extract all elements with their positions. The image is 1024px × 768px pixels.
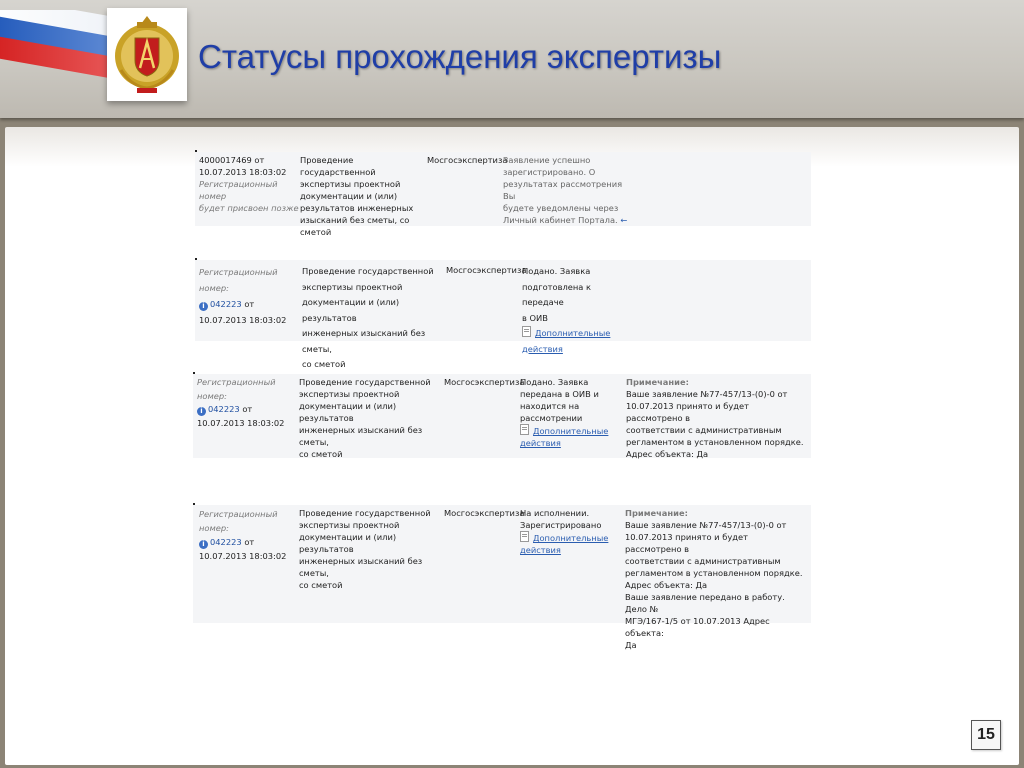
service-text: документации и (или) результатов bbox=[302, 297, 400, 323]
status-text: результатах рассмотрения Вы bbox=[503, 179, 623, 201]
additional-actions-text[interactable]: действия bbox=[520, 545, 561, 555]
service-text: инженерных изысканий без сметы, bbox=[299, 425, 423, 447]
application-status-row bbox=[195, 260, 811, 369]
status-cell bbox=[520, 376, 620, 449]
application-date: 10.07.2013 18:03:02 bbox=[199, 551, 287, 561]
additional-actions-text[interactable]: действия bbox=[522, 343, 563, 354]
service-text: документации и (или) результатов bbox=[299, 532, 397, 554]
status-text-last: Личный кабинет Портала. bbox=[503, 215, 618, 225]
status-cell bbox=[520, 507, 620, 556]
application-id-cell bbox=[197, 376, 299, 430]
status-text: Зарегистрировано bbox=[520, 520, 602, 530]
status-cell bbox=[522, 264, 627, 357]
application-id-cell bbox=[199, 154, 299, 214]
reg-from: от bbox=[244, 537, 255, 547]
status-text: Заявление успешно bbox=[503, 155, 591, 165]
status-text: подготовлена к передаче bbox=[522, 281, 592, 307]
reg-number-label: Регистрационный номер: bbox=[199, 509, 278, 533]
service-text: изысканий без сметы, со bbox=[300, 215, 410, 225]
note-text: Адрес объекта: Да bbox=[626, 449, 709, 459]
service-cell bbox=[302, 264, 442, 373]
service-text: сметой bbox=[300, 227, 332, 237]
additional-actions-link[interactable] bbox=[520, 531, 620, 544]
note-title: Примечание: bbox=[626, 377, 689, 387]
service-text: экспертизы проектной bbox=[302, 281, 403, 292]
reg-number-line bbox=[199, 296, 305, 312]
organization-cell: Мосгосэкспертиза bbox=[444, 377, 525, 387]
service-cell bbox=[300, 154, 425, 238]
application-date: 10.07.2013 18:03:02 bbox=[199, 315, 287, 325]
status-text: На исполнении. bbox=[520, 508, 590, 518]
content-panel bbox=[5, 127, 1019, 765]
document-icon bbox=[520, 531, 529, 542]
reg-number: 042223 bbox=[208, 404, 240, 414]
application-date: 10.07.2013 18:03:02 bbox=[197, 417, 285, 428]
status-text: Подано. Заявка bbox=[520, 377, 589, 387]
moscow-coat-of-arms-icon bbox=[107, 8, 187, 101]
reg-number-label: Регистрационный номер: bbox=[197, 377, 276, 401]
reg-number: 042223 bbox=[210, 537, 242, 547]
status-text: в ОИВ bbox=[522, 312, 548, 323]
note-text: 10.07.2013 принято и будет рассмотрено в bbox=[625, 532, 748, 554]
reg-note: будет присвоен позже bbox=[199, 203, 299, 213]
service-text: экспертизы проектной bbox=[299, 389, 400, 399]
service-text: документации и (или) bbox=[300, 191, 398, 201]
service-text: со сметой bbox=[299, 449, 343, 459]
additional-actions-text[interactable]: Дополнительные bbox=[533, 533, 609, 543]
reg-from: от bbox=[244, 299, 255, 309]
service-text: экспертизы проектной bbox=[299, 520, 400, 530]
additional-actions-text[interactable]: действия bbox=[520, 438, 561, 448]
application-status-row bbox=[195, 152, 811, 237]
service-cell bbox=[299, 376, 439, 460]
status-text: Подано. Заявка bbox=[522, 266, 591, 276]
reg-number-label: Регистрационный номер: bbox=[199, 267, 278, 293]
service-text: результатов инженерных bbox=[300, 203, 414, 213]
service-text: инженерных изысканий без сметы, bbox=[302, 328, 426, 354]
service-text: Проведение государственной bbox=[300, 155, 376, 177]
note-text: регламентом в установленном порядке. bbox=[626, 437, 804, 447]
organization-cell: Мосгосэкспертиза bbox=[444, 508, 525, 518]
info-icon: i bbox=[199, 302, 208, 311]
back-arrow-link[interactable]: ← bbox=[620, 215, 628, 225]
note-title: Примечание: bbox=[625, 508, 688, 518]
status-text: рассмотрении bbox=[520, 413, 583, 423]
status-text: будете уведомлены через bbox=[503, 203, 619, 213]
application-status-row bbox=[193, 505, 811, 650]
additional-actions-link[interactable] bbox=[520, 424, 620, 437]
note-text: соответствии с административным bbox=[625, 556, 781, 566]
service-text: Проведение государственной bbox=[302, 266, 434, 276]
additional-actions-text[interactable]: Дополнительные bbox=[535, 328, 611, 338]
application-number: 4000017469 от bbox=[199, 155, 265, 165]
note-text: Ваше заявление передано в работу. Дело № bbox=[625, 592, 785, 614]
document-icon bbox=[522, 326, 531, 337]
note-text: соответствии с административным bbox=[626, 425, 782, 435]
organization-cell: Мосгосэкспертиза bbox=[427, 155, 508, 165]
status-cell bbox=[503, 154, 633, 226]
reg-number-line bbox=[199, 535, 301, 549]
application-status-row bbox=[193, 374, 811, 458]
additional-actions-link[interactable] bbox=[522, 326, 627, 342]
slide-header bbox=[0, 0, 1024, 118]
note-text: МГЭ/167-1/5 от 10.07.2013 Адрес объекта: bbox=[625, 616, 770, 638]
info-icon: i bbox=[197, 407, 206, 416]
note-text: Ваше заявление №77-457/13-(0)-0 от bbox=[626, 389, 788, 399]
organization-cell: Мосгосэкспертиза bbox=[446, 265, 527, 275]
status-text: находится на bbox=[520, 401, 580, 411]
service-text: документации и (или) результатов bbox=[299, 401, 397, 423]
application-id-cell bbox=[199, 264, 305, 328]
status-text bbox=[503, 214, 633, 226]
service-text: Проведение государственной bbox=[299, 508, 431, 518]
application-date: 10.07.2013 18:03:02 bbox=[199, 167, 287, 177]
service-text: со сметой bbox=[302, 359, 346, 369]
additional-actions-text[interactable]: Дополнительные bbox=[533, 426, 609, 436]
service-text: экспертизы проектной bbox=[300, 179, 401, 189]
note-text: 10.07.2013 принято и будет рассмотрено в bbox=[626, 401, 749, 423]
reg-number: 042223 bbox=[210, 299, 242, 309]
service-cell bbox=[299, 507, 439, 591]
slide-title: Статусы прохождения экспертизы bbox=[198, 38, 722, 75]
note-text: Да bbox=[625, 640, 637, 650]
reg-note: Регистрационный номер bbox=[199, 179, 278, 201]
application-id-cell bbox=[199, 507, 301, 563]
note-text: Ваше заявление №77-457/13-(0)-0 от bbox=[625, 520, 787, 530]
note-text: Адрес объекта: Да bbox=[625, 580, 708, 590]
document-icon bbox=[520, 424, 529, 435]
info-icon: i bbox=[199, 540, 208, 549]
reg-number-line bbox=[197, 403, 299, 417]
page-number: 15 bbox=[971, 720, 1001, 750]
note-text: регламентом в установленном порядке. bbox=[625, 568, 803, 578]
note-cell bbox=[626, 376, 806, 460]
reg-from: от bbox=[242, 404, 253, 414]
status-text: передана в ОИВ и bbox=[520, 389, 599, 399]
note-cell bbox=[625, 507, 807, 651]
status-text: зарегистрировано. О bbox=[503, 167, 596, 177]
service-text: со сметой bbox=[299, 580, 343, 590]
service-text: инженерных изысканий без сметы, bbox=[299, 556, 423, 578]
service-text: Проведение государственной bbox=[299, 377, 431, 387]
